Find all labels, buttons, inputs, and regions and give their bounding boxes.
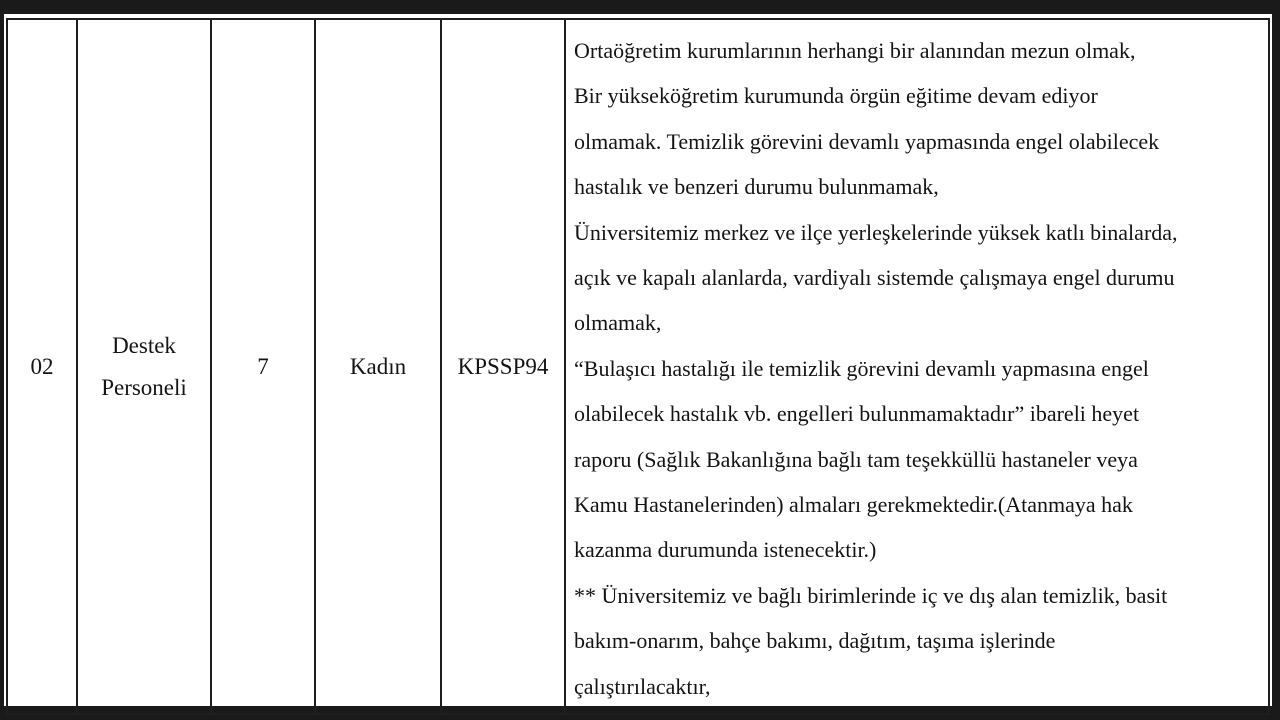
requirement-line: açık ve kapalı alanlarda, vardiyalı sistemde çalışmaya engel durumu — [574, 265, 1175, 291]
position-title-line-1: Destek — [112, 332, 176, 358]
gender-cell — [315, 19, 441, 714]
position-title-cell — [77, 19, 211, 714]
requirement-line: bakım-onarım, bahçe bakımı, dağıtım, taşıma işlerinde — [574, 628, 1056, 654]
requirement-line: Kamu Hastanelerinden) almaları gerekmektedir.(Atanmaya hak — [574, 492, 1133, 518]
row-number-cell — [7, 19, 77, 714]
requirement-line: olmamak. Temizlik görevini devamlı yapmasında engel olabilecek — [574, 128, 1160, 154]
requirements-cell — [565, 19, 1269, 714]
table-row — [7, 19, 1269, 714]
position-count-cell — [211, 19, 315, 714]
requirement-line: Bir yükseköğretim kurumunda örgün eğitime devam ediyor — [574, 83, 1098, 109]
kpss-cell — [441, 19, 565, 714]
requirement-line: hastalık ve benzeri durumu bulunmamak, — [574, 174, 939, 200]
requirement-line: ** Üniversitemiz ve bağlı birimlerinde iç ve dış alan temizlik, basit — [574, 582, 1168, 608]
position-title-line-2: Personeli — [101, 374, 187, 400]
requirement-line: Ortaöğretim kurumlarının herhangi bir alanından mezun olmak, — [574, 38, 1136, 63]
kpss-code: KPSSP94 — [457, 353, 549, 379]
requirement-line: kazanma durumunda istenecektir.) — [574, 537, 877, 563]
requirement-line: olabilecek hastalık vb. engelleri bulunmamaktadır” ibareli heyet — [574, 401, 1140, 427]
gender: Kadın — [349, 353, 407, 379]
document-sheet — [4, 14, 1272, 706]
requirement-line: Üniversitemiz merkez ve ilçe yerleşkelerinde yüksek katlı binalarda, — [574, 219, 1178, 245]
staff-requirements-table — [6, 18, 1270, 715]
requirement-line: çalıştırılacaktır, — [574, 673, 711, 699]
requirement-line: olmamak, — [574, 310, 662, 336]
position-count: 7 — [257, 353, 269, 379]
requirement-line: “Bulaşıcı hastalığı ile temizlik görevini devamlı yapmasına engel — [574, 355, 1149, 381]
requirement-line: raporu (Sağlık Bakanlığına bağlı tam teşekküllü hastaneler veya — [574, 446, 1138, 472]
row-number: 02 — [30, 353, 54, 379]
